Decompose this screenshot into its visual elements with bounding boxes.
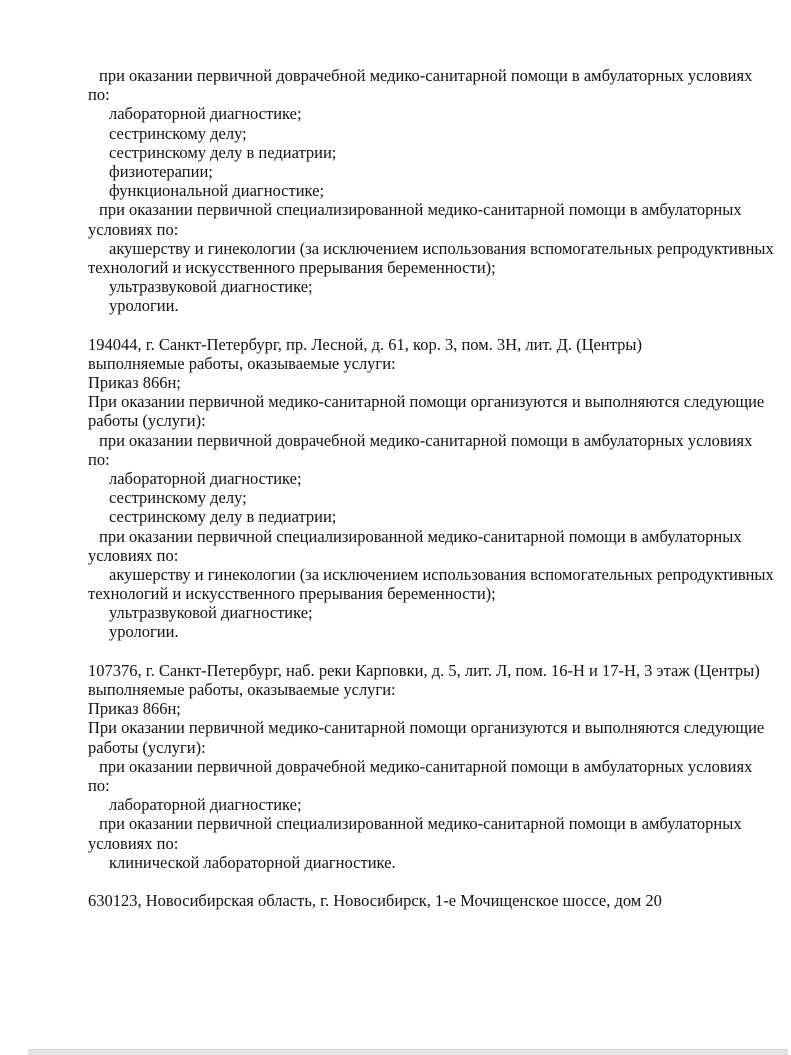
text-line: условиях по: [88, 545, 179, 565]
text-line: лабораторной диагностике; [109, 104, 302, 124]
text-line: по: [88, 449, 110, 469]
horizontal-scrollbar[interactable] [28, 1049, 788, 1055]
address-section-194044 [88, 334, 774, 642]
text-line: акушерству и гинекологии (за исключением использования вспомогательных репродуктивных [109, 564, 774, 584]
text-line: выполняемые работы, оказываемые услуги: [88, 353, 396, 373]
text-line: ультразвуковой диагностике; [109, 277, 313, 297]
text-line: условиях по: [88, 219, 179, 239]
document-body [88, 66, 774, 911]
address-section-630123 [88, 891, 763, 910]
text-line: работы (услуги): [88, 737, 206, 757]
text-line: сестринскому делу в педиатрии; [109, 507, 337, 527]
document-page [88, 66, 774, 911]
text-line: лабораторной диагностике; [109, 795, 302, 815]
text-line: Приказ 866н; [88, 699, 181, 719]
text-line: сестринскому делу в педиатрии; [109, 142, 337, 162]
text-line: технологий и искусственного прерывания беременности); [88, 584, 496, 604]
text-line: выполняемые работы, оказываемые услуги: [88, 680, 396, 699]
text-line: урологии. [109, 622, 179, 642]
text-line: по: [88, 85, 110, 105]
text-line: условиях по: [88, 833, 179, 853]
text-line: при оказании первичной доврачебной медико-санитарной помощи в амбулаторных условиях [99, 756, 753, 776]
text-line: функциональной диагностике; [109, 181, 325, 201]
text-line: лабораторной диагностике; [109, 468, 302, 488]
text-line: 630123, Новосибирская область, г. Новосибирск, 1-е Мочищенское шоссе, дом 20 [88, 891, 662, 911]
text-line: клинической лабораторной диагностике. [109, 852, 396, 872]
text-line: физиотерапии; [109, 161, 213, 181]
text-line: При оказании первичной медико-санитарной помощи организуются и выполняются следующие [88, 392, 765, 412]
text-line: при оказании первичной специализированной медико-санитарной помощи в амбулаторных [99, 526, 742, 546]
text-line: При оказании первичной медико-санитарной помощи организуются и выполняются следующие [88, 718, 765, 738]
text-line: при оказании первичной специализированной медико-санитарной помощи в амбулаторных [99, 814, 742, 834]
text-line: сестринскому делу; [109, 123, 247, 143]
text-line: по: [88, 775, 110, 795]
text-line: акушерству и гинекологии (за исключением использования вспомогательных репродуктивных [109, 238, 774, 258]
license-works-section-continuation [88, 66, 774, 316]
text-line: при оказании первичной доврачебной медико-санитарной помощи в амбулаторных условиях [99, 430, 753, 450]
text-line: 194044, г. Санкт-Петербург, пр. Лесной, д. 61, кор. 3, пом. 3Н, лит. Д. (Центры) [88, 334, 642, 354]
text-line: технологий и искусственного прерывания беременности); [88, 257, 496, 277]
text-line: Приказ 866н; [88, 373, 181, 392]
text-line: 107376, г. Санкт-Петербург, наб. реки Карповки, д. 5, лит. Л, пом. 16-Н и 17-Н, 3 этаж (Центры) [88, 660, 760, 680]
text-line: работы (услуги): [88, 411, 206, 431]
text-line: при оказании первичной доврачебной медико-санитарной помощи в амбулаторных условиях [99, 66, 753, 85]
text-line: при оказании первичной специализированной медико-санитарной помощи в амбулаторных [99, 200, 742, 220]
text-line: ультразвуковой диагностике; [109, 603, 313, 623]
text-line: сестринскому делу; [109, 488, 247, 508]
address-section-107376 [88, 661, 763, 872]
text-line: урологии. [109, 296, 179, 316]
